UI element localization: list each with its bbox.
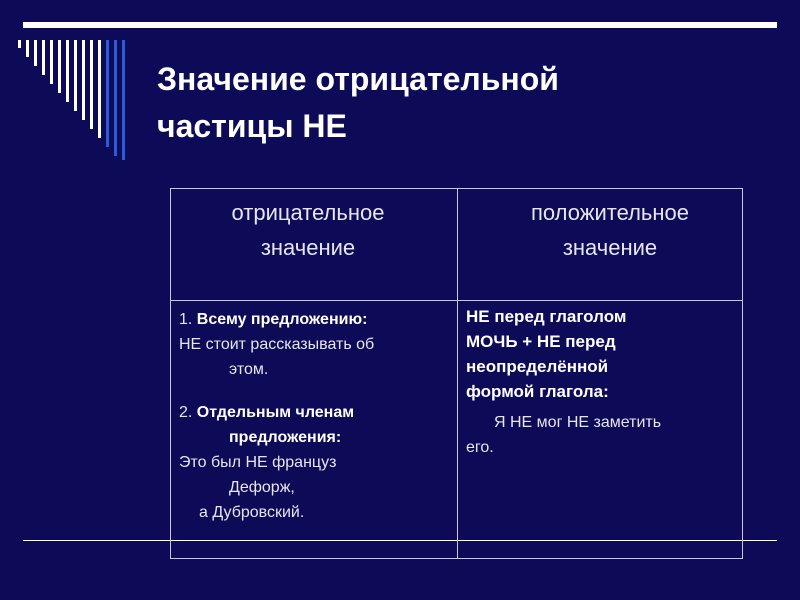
item-2-example-line-1: Это был НЕ француз: [179, 454, 337, 471]
item-1-number: 1.: [179, 311, 197, 328]
title-line-2: частицы НЕ: [157, 108, 347, 144]
negative-item-1-heading: [179, 307, 451, 332]
item-spacer: [179, 382, 451, 400]
header-negative-line-2: значение: [260, 235, 356, 260]
item-1-example-line-1: НЕ стоит рассказывать об: [179, 336, 375, 353]
item-1-example-line-2: этом.: [229, 361, 269, 378]
header-positive: [458, 189, 743, 301]
header-positive-line-2: значение: [562, 235, 658, 260]
header-negative-line-1: отрицательное: [231, 200, 385, 225]
positive-meaning-cell: [458, 301, 743, 559]
item-2-number: 2.: [179, 404, 197, 421]
table-body-row: [171, 301, 743, 559]
positive-rule-line-2: МОЧЬ + НЕ перед: [466, 332, 616, 351]
header-negative: [171, 189, 458, 301]
positive-example-line-1: Я НЕ мог НЕ заметить: [494, 414, 662, 431]
table-header-row: [171, 189, 743, 301]
item-1-label: Всему предложению:: [196, 311, 368, 328]
stripe-group: [18, 40, 125, 160]
positive-rule-line-1: НЕ перед глаголом: [466, 307, 627, 326]
slide-title: [157, 56, 717, 150]
negative-item-2-heading: [179, 400, 451, 425]
item-2-label-line-2: предложения:: [229, 429, 342, 446]
negative-meaning-cell: [171, 301, 458, 559]
positive-example-line-2: его.: [466, 439, 494, 456]
meaning-table: [170, 188, 743, 559]
positive-rule-line-3: неопределённой: [466, 357, 609, 376]
item-2-example-line-2: Дефорж,: [229, 479, 295, 496]
item-2-example-line-3: а Дубровский.: [199, 504, 305, 521]
header-positive-line-1: положительное: [531, 200, 689, 225]
top-divider: [23, 22, 777, 28]
item-2-label-line-1: Отдельным членам: [196, 404, 355, 421]
positive-rule-line-4: формой глагола:: [466, 382, 609, 401]
title-line-1: Значение отрицательной: [157, 61, 559, 97]
